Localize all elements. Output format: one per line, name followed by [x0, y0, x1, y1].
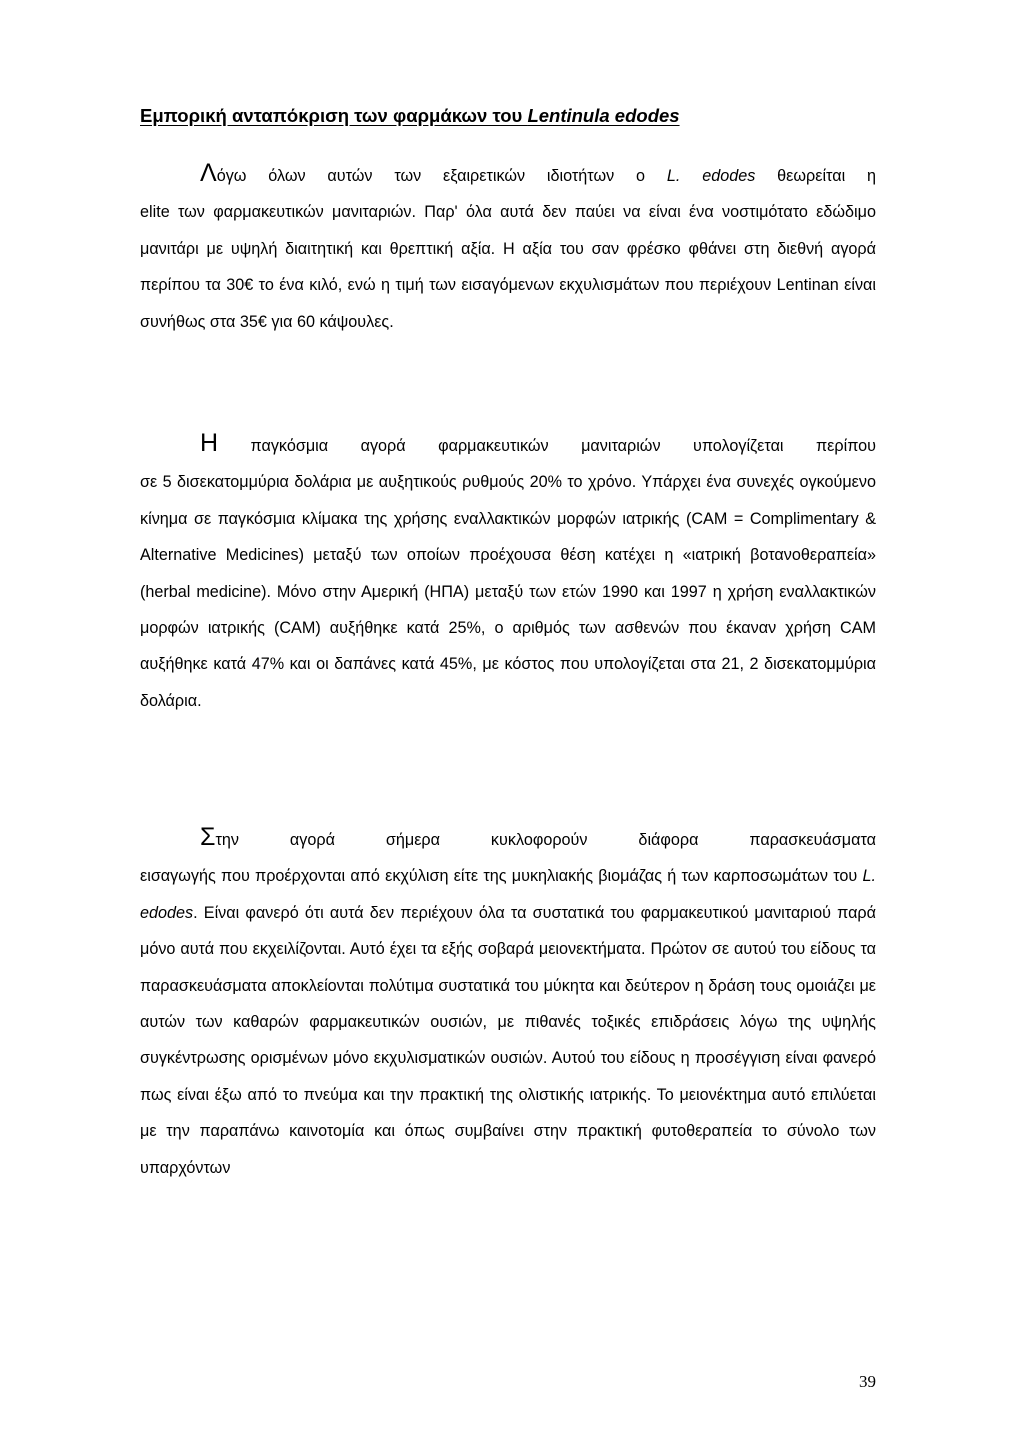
paragraph-market-products: [140, 822, 876, 1186]
heading-species: Lentinula edodes: [527, 105, 680, 126]
paragraph-market-value: [140, 158, 876, 340]
paragraph-first-line: [140, 428, 876, 464]
first-line-text: παγκόσμια αγορά φαρμακευτικών μανιταριών υπολογίζεται περίπου: [218, 437, 876, 455]
dropcap-letter: Λ: [200, 159, 217, 187]
paragraph-first-line: [140, 158, 876, 194]
paragraph-body: σε 5 δισεκατομμύρια δολάρια με αυξητικούς ρυθμούς 20% το χρόνο. Υπάρχει ένα συνεχές ογκούμενο κίνημα σε παγκόσμια κλίμακα της χρήσης εναλλακτικών μορφών ιατρικής (CAM = Complimentary & Alternative Medicines) μεταξύ των οποίων προέχουσα θέση κατέχει η «ιατρική βοτανοθεραπεία» (herbal medicine). Μόνο στην Αμερική (ΗΠΑ) μεταξύ των ετών 1990 και 1997 η χρήση εναλλακτικών μορφών ιατρικής (CAM) αυξήθηκε κατά 25%, ο αριθμός των ασθενών που έκαναν χρήση CAM αυξήθηκε κατά 47% και οι δαπάνες κατά 45%, με κόστος που υπολογίζεται στα 21, 2 δισεκατομμύρια δολάρια.: [140, 473, 876, 710]
dropcap-letter: Η: [200, 429, 219, 457]
paragraph-first-line: [140, 822, 876, 858]
paragraph-body: elite των φαρμακευτικών μανιταριών. Παρ' όλα αυτά δεν παύει να είναι ένα νοστιμότατο εδώδιμο μανιτάρι με υψηλή διαιτητική και θρεπτική αξία. Η αξία του σαν φρέσκο φθάνει στη διεθνή αγορά περίπου τα 30€ το ένα κιλό, ενώ η τιμή των εισαγόμενων εκχυλισμάτων που περιέχουν Lentinan είναι συνήθως στα 35€ για 60 κάψουλες.: [140, 203, 876, 331]
paragraph-body-end: . Είναι φανερό ότι αυτά δεν περιέχουν όλα τα συστατικά του φαρμακευτικού μανιταριού παρά μόνο αυτά που εκχειλίζονται. Αυτό έχει τα εξής σοβαρά μειονεκτήματα. Πρώτον σε αυτού του είδους τα παρασκευάσματα αποκλείονται πολύτιμα συστατικά του μύκητα και δεύτερον η δράση τους ομοιάζει με αυτών των καθαρών φαρμακευτικών ουσιών, με πιθανές τοξικές επιδράσεις λόγω της υψηλής συγκέντρωσης ορισμένων μόνο εκχυλισματικών ουσιών. Αυτού του είδους η προσέγγιση είναι φανερό πως είναι έξω από το πνεύμα και την πρακτική της ολιστικής ιατρικής. Το μειονέκτημα αυτό επιλύεται με την παραπάνω καινοτομία και όπως συμβαίνει στην πρακτική φυτοθεραπεία το σύνολο των υπαρχόντων: [140, 903, 876, 1177]
page-number: 39: [859, 1372, 876, 1391]
species-italic: L. edodes: [666, 167, 756, 185]
first-line-text: την αγορά σήμερα κυκλοφορούν διάφορα παρασκευάσματα: [215, 831, 876, 849]
paragraph-global-market: [140, 428, 876, 719]
section-heading: [140, 105, 880, 127]
first-line-text-end: θεωρείται η: [755, 167, 876, 185]
species-italic: L. edodes: [140, 867, 876, 922]
heading-text: Εμπορική ανταπόκριση των φαρμάκων του: [140, 105, 528, 126]
first-line-text: όγω όλων αυτών των εξαιρετικών ιδιοτήτων ο: [216, 167, 667, 185]
paragraph-body: εισαγωγής που προέρχονται από εκχύλιση είτε της μυκηλιακής βιομάζας ή των καρποσωμάτων του: [140, 867, 863, 886]
dropcap-letter: Σ: [200, 823, 216, 851]
